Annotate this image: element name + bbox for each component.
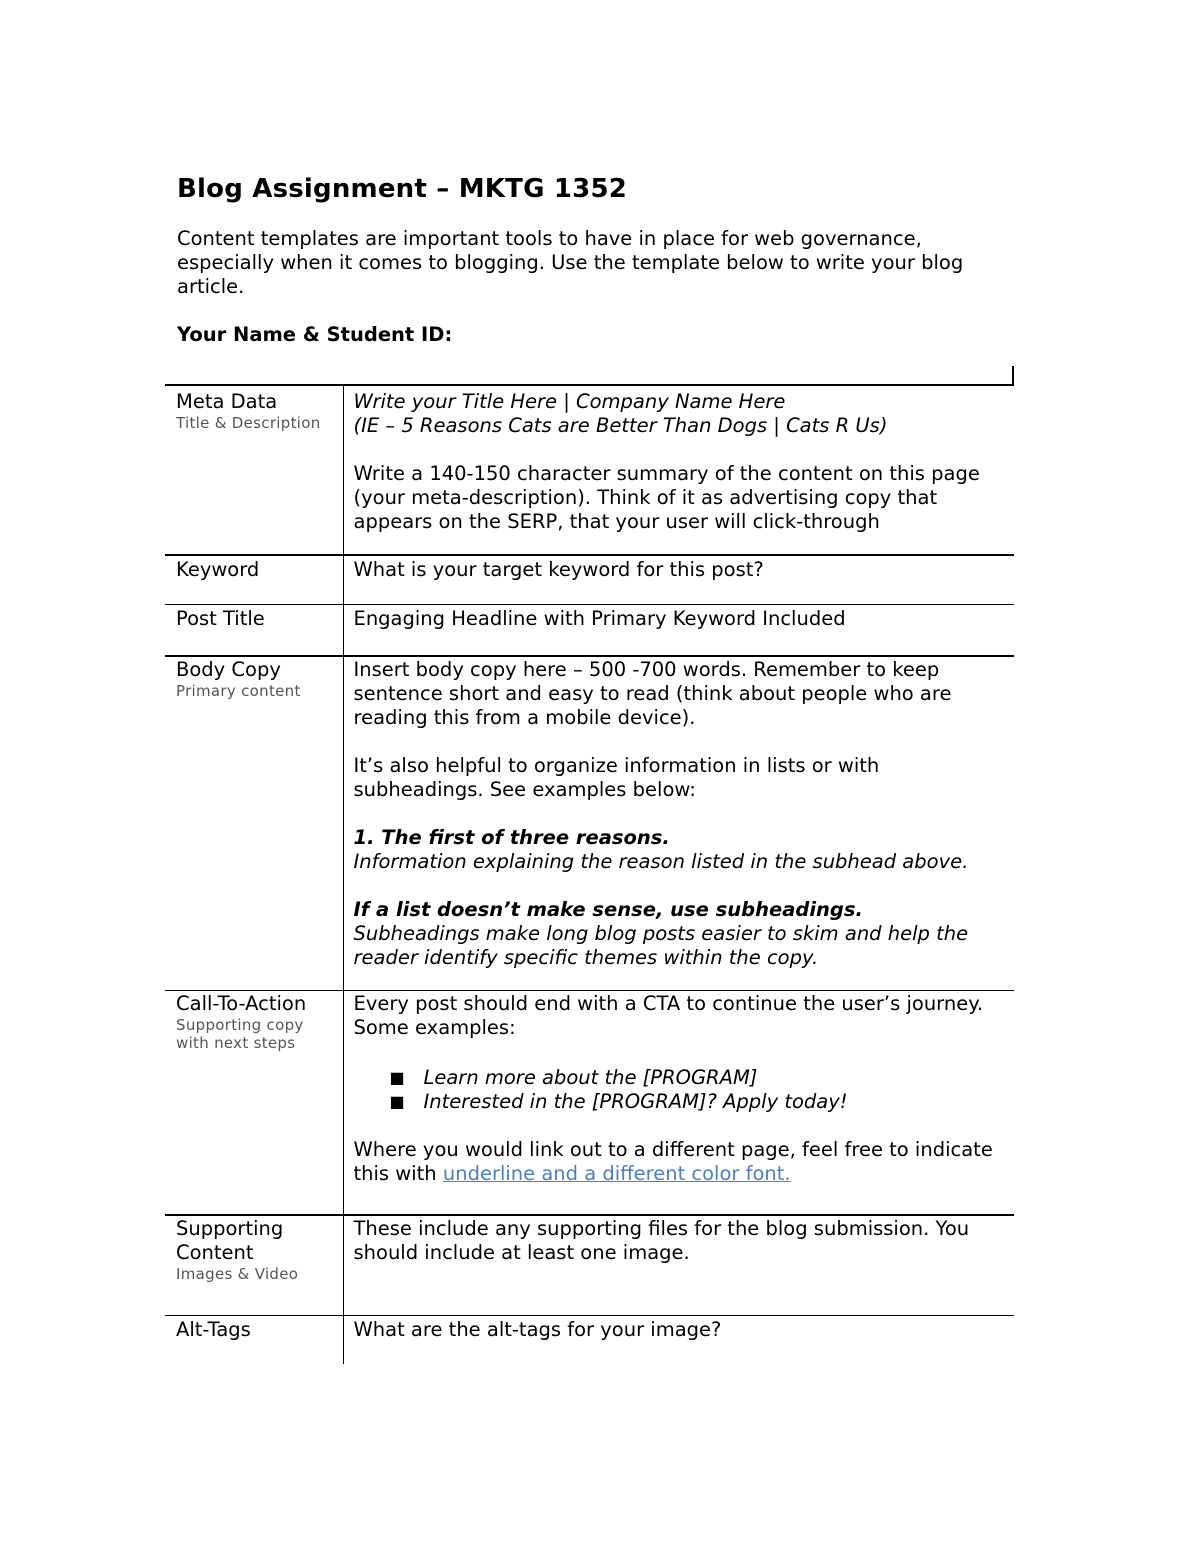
list-item xyxy=(354,1066,1011,1090)
supporting-instructions: These include any supporting files for the blog submission. You should include at least one image. xyxy=(353,1217,970,1264)
body-copy-label: Body Copy xyxy=(176,658,281,681)
alt-tags-prompt: What are the alt-tags for your image? xyxy=(353,1318,722,1341)
table-row-meta-data xyxy=(165,385,1014,555)
table-row-keyword xyxy=(165,555,1014,605)
alt-tags-value-cell[interactable] xyxy=(343,1316,1014,1365)
supporting-value-cell[interactable] xyxy=(343,1215,1014,1316)
cta-example-2: Interested in the [PROGRAM]? Apply today! xyxy=(423,1090,848,1113)
spacer xyxy=(354,1040,1011,1066)
table-row-post-title xyxy=(165,605,1014,657)
table-corner-mark xyxy=(1012,366,1014,386)
spacer xyxy=(354,730,1011,754)
cta-intro: Every post should end with a CTA to continue the user’s journey. Some examples: xyxy=(353,992,984,1039)
keyword-label-cell xyxy=(165,555,343,605)
meta-data-sublabel: Title & Description xyxy=(176,414,321,432)
cta-label-cell xyxy=(165,991,343,1216)
spacer xyxy=(354,438,1011,462)
meta-data-label-cell xyxy=(165,385,343,555)
document-title: Blog Assignment – MKTG 1352 xyxy=(177,174,628,204)
alt-tags-label: Alt-Tags xyxy=(176,1318,251,1341)
example-link[interactable]: underline and a different color font. xyxy=(442,1162,791,1185)
post-title-label-cell xyxy=(165,605,343,657)
body-copy-label-cell xyxy=(165,656,343,991)
keyword-value-cell[interactable] xyxy=(343,555,1014,605)
keyword-prompt: What is your target keyword for this post? xyxy=(353,558,764,581)
post-title-prompt: Engaging Headline with Primary Keyword Included xyxy=(353,607,846,630)
cta-label: Call-To-Action xyxy=(176,992,307,1015)
meta-description-instructions: Write a 140-150 character summary of the content on this page (your meta-description). Think of it as advertising copy that appears on the SERP, that your user will click-through xyxy=(353,462,980,533)
example-subheading-text: Subheadings make long blog posts easier to skim and help the reader identify specific themes within the copy. xyxy=(353,922,969,969)
supporting-label-cell xyxy=(165,1215,343,1316)
intro-paragraph: Content templates are important tools to have in place for web governance, especially when it comes to blogging. Use the template below to write your blog article. xyxy=(177,227,964,298)
alt-tags-label-cell xyxy=(165,1316,343,1365)
name-student-id-label: Your Name & Student ID: xyxy=(177,323,453,346)
cta-link-paragraph xyxy=(354,1138,1011,1186)
supporting-sublabel: Images & Video xyxy=(176,1265,299,1283)
example-list-text: Information explaining the reason listed in the subhead above. xyxy=(353,850,969,873)
cta-example-1: Learn more about the [PROGRAM] xyxy=(423,1066,758,1089)
table-row-alt-tags xyxy=(165,1316,1014,1365)
bullet-icon: ■ xyxy=(389,1092,405,1111)
spacer xyxy=(354,1114,1011,1138)
meta-data-value-cell[interactable] xyxy=(343,385,1014,555)
table-row-call-to-action xyxy=(165,991,1014,1216)
table-row-supporting-content xyxy=(165,1215,1014,1316)
list-item xyxy=(354,1090,1011,1114)
meta-data-label: Meta Data xyxy=(176,390,278,413)
example-list-heading: 1. The first of three reasons. xyxy=(353,826,670,849)
body-copy-value-cell[interactable] xyxy=(343,656,1014,991)
post-title-label: Post Title xyxy=(176,607,265,630)
meta-example-line: (IE – 5 Reasons Cats are Better Than Dogs | Cats R Us) xyxy=(353,414,888,437)
cta-value-cell[interactable] xyxy=(343,991,1014,1216)
cta-examples-list xyxy=(354,1066,1011,1114)
cta-sublabel: Supporting copy with next steps xyxy=(176,1016,304,1052)
cta-link-intro: Where you would link out to a different page, feel free to indicate this with xyxy=(353,1138,993,1185)
spacer xyxy=(354,874,1011,898)
table-row-body-copy xyxy=(165,656,1014,991)
body-copy-sublabel: Primary content xyxy=(176,682,301,700)
bullet-icon: ■ xyxy=(389,1068,405,1087)
body-para-2: It’s also helpful to organize information in lists or with subheadings. See examples below: xyxy=(353,754,880,801)
meta-title-line: Write your Title Here | Company Name Here xyxy=(353,390,786,413)
supporting-label: Supporting Content xyxy=(176,1217,284,1264)
example-subheading: If a list doesn’t make sense, use subheadings. xyxy=(353,898,863,921)
post-title-value-cell[interactable] xyxy=(343,605,1014,657)
blog-template-table xyxy=(165,384,1014,1364)
keyword-label: Keyword xyxy=(176,558,260,581)
body-para-1: Insert body copy here – 500 -700 words. Remember to keep sentence short and easy to read (think about people who are reading this from a mobile device). xyxy=(353,658,952,729)
spacer xyxy=(354,802,1011,826)
